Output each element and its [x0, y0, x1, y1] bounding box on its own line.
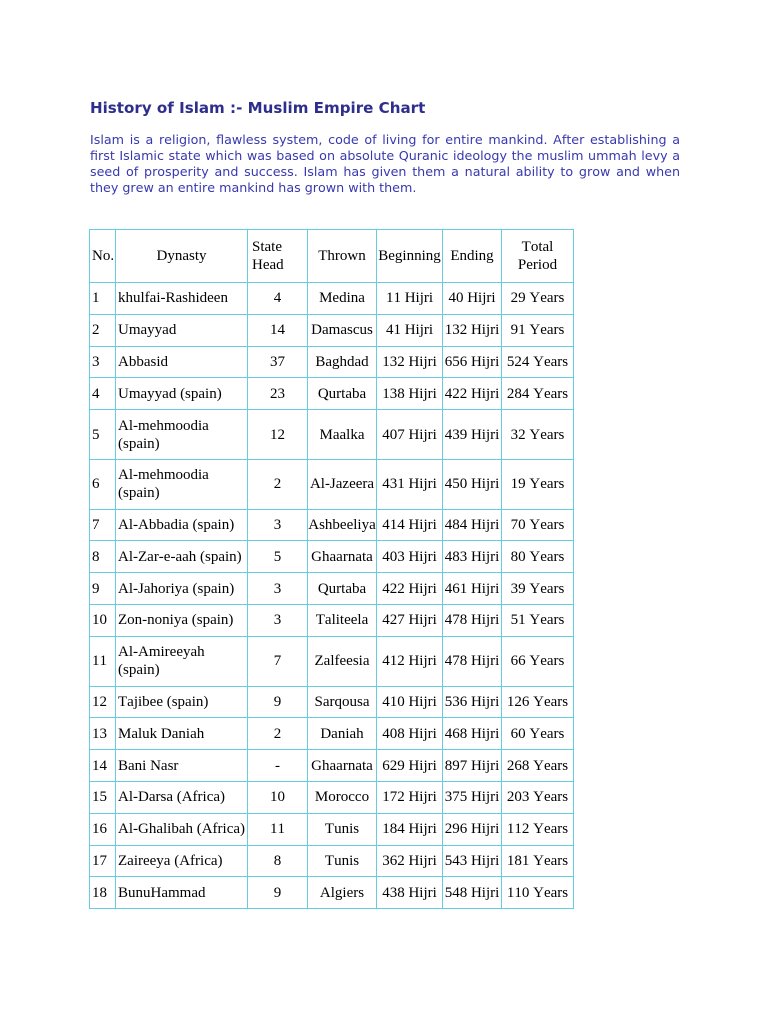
cell-state-head: 9	[248, 877, 308, 909]
table-row	[90, 605, 574, 637]
cell-thrown: Ashbeeliya	[308, 509, 377, 541]
cell-beginning: 422 Hijri	[377, 573, 443, 605]
cell-thrown: Baghdad	[308, 346, 377, 378]
table-row	[90, 636, 574, 686]
cell-dynasty: Al-Darsa (Africa)	[116, 781, 248, 813]
header-dynasty: Dynasty	[116, 230, 248, 283]
cell-total-period: 80 Years	[502, 541, 574, 573]
cell-no: 14	[90, 750, 116, 782]
cell-dynasty: Al-Abbadia (spain)	[116, 509, 248, 541]
cell-dynasty: Umayyad	[116, 314, 248, 346]
cell-no: 16	[90, 813, 116, 845]
cell-dynasty: Zaireeya (Africa)	[116, 845, 248, 877]
cell-thrown: Qurtaba	[308, 573, 377, 605]
cell-no: 9	[90, 573, 116, 605]
cell-no: 2	[90, 314, 116, 346]
cell-dynasty: Al-Jahoriya (spain)	[116, 573, 248, 605]
cell-ending: 536 Hijri	[443, 686, 502, 718]
table-row	[90, 813, 574, 845]
cell-ending: 468 Hijri	[443, 718, 502, 750]
cell-total-period: 112 Years	[502, 813, 574, 845]
cell-thrown: Daniah	[308, 718, 377, 750]
cell-dynasty: Bani Nasr	[116, 750, 248, 782]
table-row	[90, 750, 574, 782]
cell-ending: 543 Hijri	[443, 845, 502, 877]
cell-dynasty: Al-mehmoodia (spain)	[116, 459, 248, 509]
cell-beginning: 362 Hijri	[377, 845, 443, 877]
cell-total-period: 126 Years	[502, 686, 574, 718]
cell-no: 5	[90, 410, 116, 460]
cell-ending: 132 Hijri	[443, 314, 502, 346]
cell-thrown: Tunis	[308, 813, 377, 845]
cell-ending: 548 Hijri	[443, 877, 502, 909]
cell-no: 12	[90, 686, 116, 718]
cell-total-period: 91 Years	[502, 314, 574, 346]
cell-ending: 897 Hijri	[443, 750, 502, 782]
cell-beginning: 412 Hijri	[377, 636, 443, 686]
cell-ending: 484 Hijri	[443, 509, 502, 541]
cell-beginning: 408 Hijri	[377, 718, 443, 750]
cell-thrown: Al-Jazeera	[308, 459, 377, 509]
cell-thrown: Taliteela	[308, 605, 377, 637]
cell-thrown: Maalka	[308, 410, 377, 460]
cell-state-head: 7	[248, 636, 308, 686]
cell-state-head: -	[248, 750, 308, 782]
cell-dynasty: Al-Zar-e-aah (spain)	[116, 541, 248, 573]
cell-beginning: 138 Hijri	[377, 378, 443, 410]
cell-ending: 296 Hijri	[443, 813, 502, 845]
cell-beginning: 172 Hijri	[377, 781, 443, 813]
cell-no: 18	[90, 877, 116, 909]
cell-total-period: 203 Years	[502, 781, 574, 813]
cell-total-period: 60 Years	[502, 718, 574, 750]
cell-thrown: Ghaarnata	[308, 750, 377, 782]
cell-total-period: 32 Years	[502, 410, 574, 460]
table-row	[90, 346, 574, 378]
cell-state-head: 12	[248, 410, 308, 460]
cell-state-head: 14	[248, 314, 308, 346]
cell-beginning: 414 Hijri	[377, 509, 443, 541]
cell-total-period: 181 Years	[502, 845, 574, 877]
cell-beginning: 427 Hijri	[377, 605, 443, 637]
header-row	[90, 230, 574, 283]
cell-thrown: Ghaarnata	[308, 541, 377, 573]
cell-total-period: 29 Years	[502, 283, 574, 315]
cell-dynasty: Zon-noniya (spain)	[116, 605, 248, 637]
header-total-period: Total Period	[502, 230, 574, 283]
cell-state-head: 3	[248, 605, 308, 637]
cell-thrown: Sarqousa	[308, 686, 377, 718]
cell-no: 15	[90, 781, 116, 813]
table-row	[90, 410, 574, 460]
cell-dynasty: khulfai-Rashideen	[116, 283, 248, 315]
table-row	[90, 686, 574, 718]
cell-no: 17	[90, 845, 116, 877]
table-header	[90, 230, 574, 283]
cell-ending: 375 Hijri	[443, 781, 502, 813]
cell-state-head: 4	[248, 283, 308, 315]
cell-dynasty: Abbasid	[116, 346, 248, 378]
cell-thrown: Morocco	[308, 781, 377, 813]
cell-thrown: Zalfeesia	[308, 636, 377, 686]
cell-dynasty: Al-mehmoodia (spain)	[116, 410, 248, 460]
cell-state-head: 3	[248, 509, 308, 541]
cell-ending: 461 Hijri	[443, 573, 502, 605]
table-row	[90, 845, 574, 877]
cell-state-head: 11	[248, 813, 308, 845]
header-beginning: Beginning	[377, 230, 443, 283]
cell-state-head: 2	[248, 459, 308, 509]
table-row	[90, 459, 574, 509]
cell-thrown: Qurtaba	[308, 378, 377, 410]
cell-no: 11	[90, 636, 116, 686]
cell-dynasty: Maluk Daniah	[116, 718, 248, 750]
cell-dynasty: Umayyad (spain)	[116, 378, 248, 410]
cell-total-period: 66 Years	[502, 636, 574, 686]
header-ending: Ending	[443, 230, 502, 283]
cell-total-period: 19 Years	[502, 459, 574, 509]
table-row	[90, 877, 574, 909]
cell-beginning: 431 Hijri	[377, 459, 443, 509]
cell-beginning: 132 Hijri	[377, 346, 443, 378]
cell-beginning: 407 Hijri	[377, 410, 443, 460]
header-thrown: Thrown	[308, 230, 377, 283]
cell-no: 4	[90, 378, 116, 410]
table-body	[90, 283, 574, 909]
cell-dynasty: Tajibee (spain)	[116, 686, 248, 718]
cell-total-period: 524 Years	[502, 346, 574, 378]
cell-total-period: 268 Years	[502, 750, 574, 782]
cell-total-period: 51 Years	[502, 605, 574, 637]
cell-total-period: 70 Years	[502, 509, 574, 541]
cell-state-head: 5	[248, 541, 308, 573]
cell-beginning: 184 Hijri	[377, 813, 443, 845]
cell-state-head: 10	[248, 781, 308, 813]
page-title: History of Islam :- Muslim Empire Chart	[90, 99, 426, 117]
table-row	[90, 781, 574, 813]
muslim-empire-table	[89, 229, 574, 909]
table-row	[90, 283, 574, 315]
cell-thrown: Damascus	[308, 314, 377, 346]
cell-dynasty: BunuHammad	[116, 877, 248, 909]
cell-beginning: 11 Hijri	[377, 283, 443, 315]
header-no: No.	[90, 230, 116, 283]
cell-no: 3	[90, 346, 116, 378]
table-row	[90, 509, 574, 541]
cell-ending: 40 Hijri	[443, 283, 502, 315]
header-state-head: State Head	[248, 230, 308, 283]
cell-ending: 450 Hijri	[443, 459, 502, 509]
cell-no: 13	[90, 718, 116, 750]
table-row	[90, 314, 574, 346]
table-row	[90, 718, 574, 750]
cell-state-head: 9	[248, 686, 308, 718]
cell-ending: 478 Hijri	[443, 636, 502, 686]
cell-no: 6	[90, 459, 116, 509]
cell-thrown: Medina	[308, 283, 377, 315]
cell-no: 7	[90, 509, 116, 541]
cell-ending: 478 Hijri	[443, 605, 502, 637]
cell-beginning: 403 Hijri	[377, 541, 443, 573]
intro-paragraph: Islam is a religion, flawless system, code of living for entire mankind. After establishing a first Islamic state which was based on absolute Quranic ideology the muslim ummah levy a seed of prosperity and success. Islam has given them a natural ability to grow and when they grew an entire mankind has grown with them.	[90, 132, 680, 195]
cell-total-period: 39 Years	[502, 573, 574, 605]
cell-beginning: 410 Hijri	[377, 686, 443, 718]
cell-no: 10	[90, 605, 116, 637]
cell-no: 1	[90, 283, 116, 315]
cell-dynasty: Al-Amireeyah (spain)	[116, 636, 248, 686]
table-row	[90, 378, 574, 410]
cell-thrown: Tunis	[308, 845, 377, 877]
cell-state-head: 2	[248, 718, 308, 750]
table-row	[90, 541, 574, 573]
cell-dynasty: Al-Ghalibah (Africa)	[116, 813, 248, 845]
cell-beginning: 438 Hijri	[377, 877, 443, 909]
cell-ending: 483 Hijri	[443, 541, 502, 573]
cell-total-period: 110 Years	[502, 877, 574, 909]
cell-ending: 439 Hijri	[443, 410, 502, 460]
cell-beginning: 41 Hijri	[377, 314, 443, 346]
cell-beginning: 629 Hijri	[377, 750, 443, 782]
cell-ending: 656 Hijri	[443, 346, 502, 378]
cell-state-head: 3	[248, 573, 308, 605]
cell-no: 8	[90, 541, 116, 573]
cell-state-head: 23	[248, 378, 308, 410]
table-row	[90, 573, 574, 605]
cell-thrown: Algiers	[308, 877, 377, 909]
cell-state-head: 8	[248, 845, 308, 877]
cell-state-head: 37	[248, 346, 308, 378]
cell-total-period: 284 Years	[502, 378, 574, 410]
cell-ending: 422 Hijri	[443, 378, 502, 410]
